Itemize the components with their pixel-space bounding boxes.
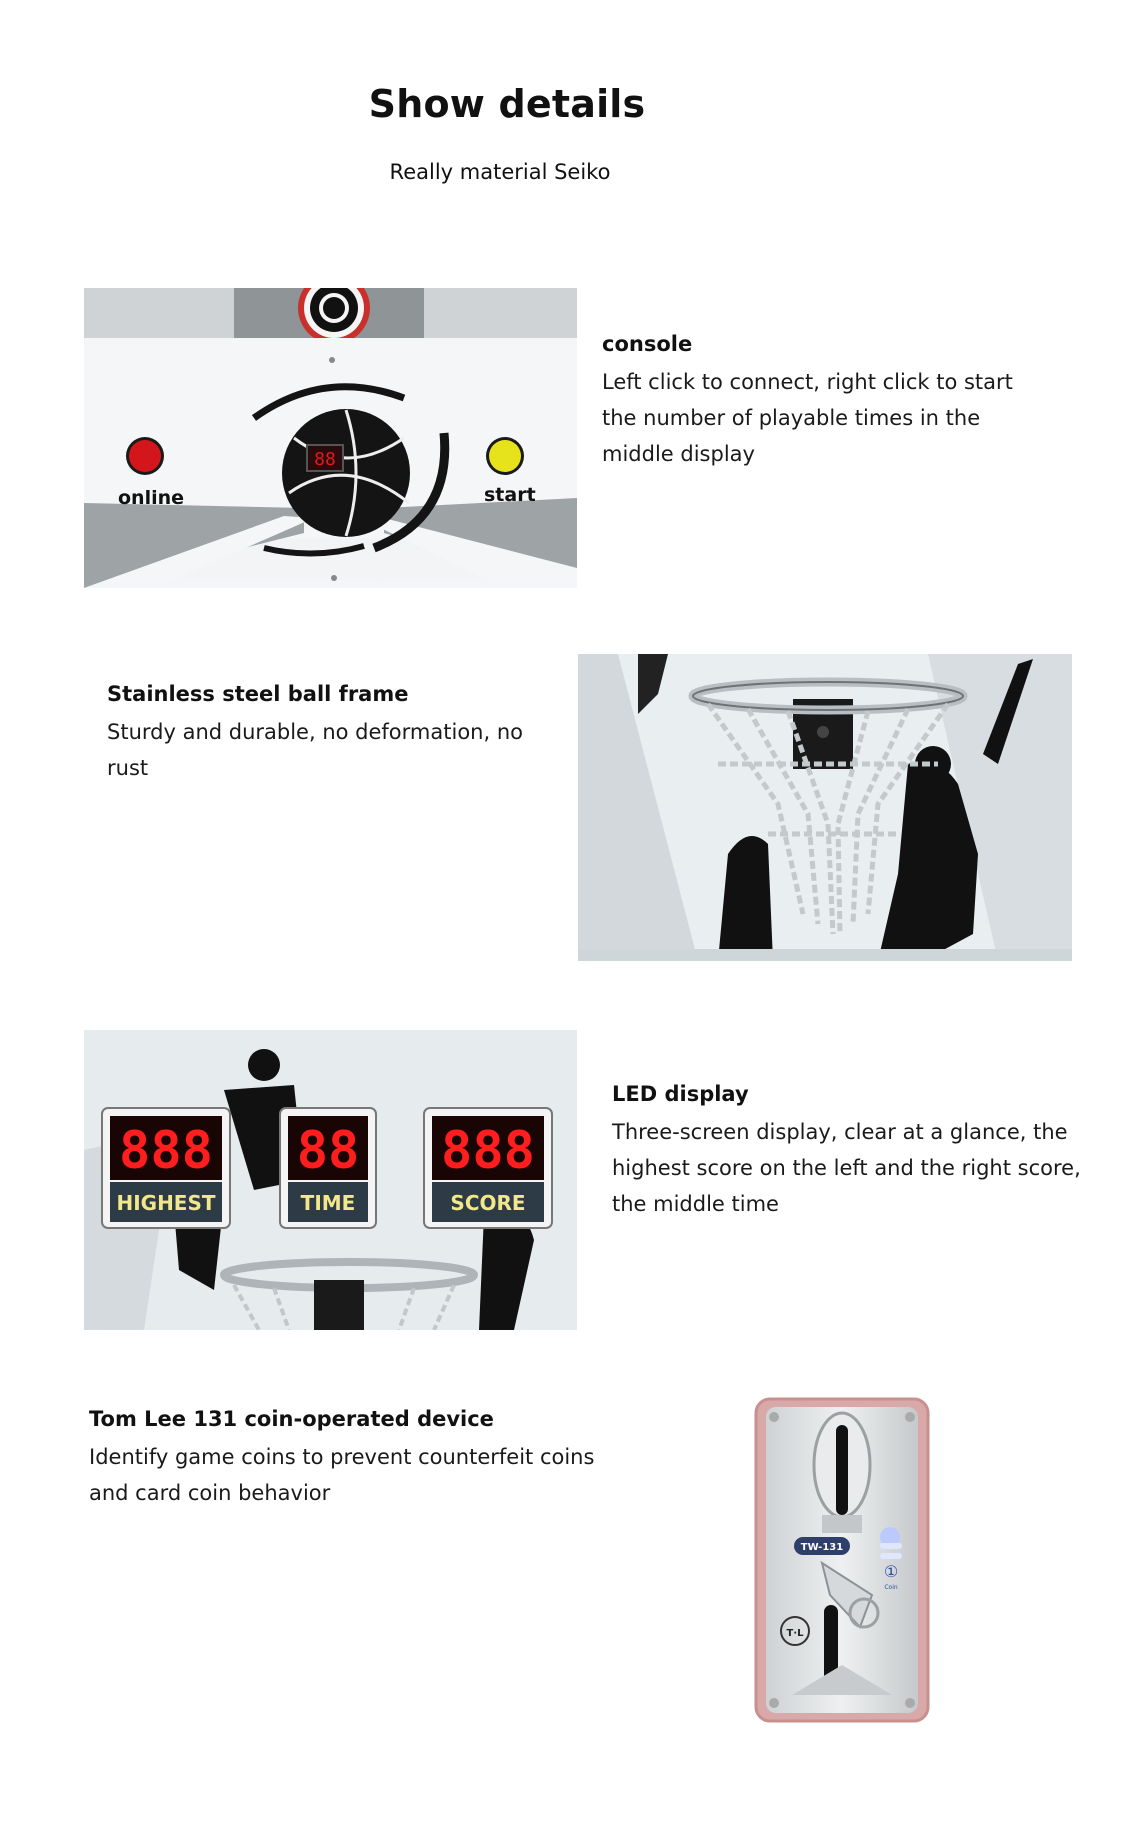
score-digits: 888: [441, 1121, 535, 1181]
led-panel-time: [280, 1108, 376, 1228]
coin-device-image: [752, 1395, 932, 1725]
coin-mode-icon: ①: [883, 1562, 899, 1581]
feature-title: console: [602, 332, 693, 356]
start-button-label: start: [484, 484, 536, 506]
page-title: Show details: [368, 82, 646, 126]
feature-ball-frame: [107, 680, 547, 786]
feature-led-display: [612, 1080, 1082, 1222]
coin-model-badge: TW-131: [800, 1542, 844, 1553]
feature-description: Left click to connect, right click to start the number of playable times in the middle display: [602, 370, 1013, 466]
feature-console: [602, 330, 1032, 472]
feature-coin-device: [89, 1405, 609, 1511]
svg-text:88: 88: [314, 449, 336, 470]
feature-description: Identify game coins to prevent counterfeit coins and card coin behavior: [89, 1445, 595, 1505]
led-panel-highest: [102, 1108, 230, 1228]
score-label: SCORE: [450, 1191, 526, 1215]
ball-frame-image: [578, 654, 1072, 961]
feature-title: LED display: [612, 1082, 749, 1106]
online-button-label: online: [118, 487, 185, 509]
feature-description: Three-screen display, clear at a glance, the highest score on the left and the right score, the middle time: [612, 1120, 1081, 1216]
coin-brand-logo: T·L: [786, 1628, 804, 1639]
page-subtitle: Really material Seiko: [389, 160, 611, 184]
feature-title: Tom Lee 131 coin-operated device: [89, 1407, 494, 1431]
highest-label: HIGHEST: [116, 1191, 216, 1215]
coin-mode-label: Coin: [884, 1584, 898, 1591]
led-display-image: [84, 1030, 577, 1330]
time-label: TIME: [300, 1191, 356, 1215]
feature-title: Stainless steel ball frame: [107, 682, 409, 706]
console-image: [84, 288, 577, 588]
feature-description: Sturdy and durable, no deformation, no rust: [107, 720, 523, 780]
highest-digits: 888: [119, 1121, 213, 1181]
time-digits: 88: [296, 1121, 360, 1181]
led-panel-score: [424, 1108, 552, 1228]
